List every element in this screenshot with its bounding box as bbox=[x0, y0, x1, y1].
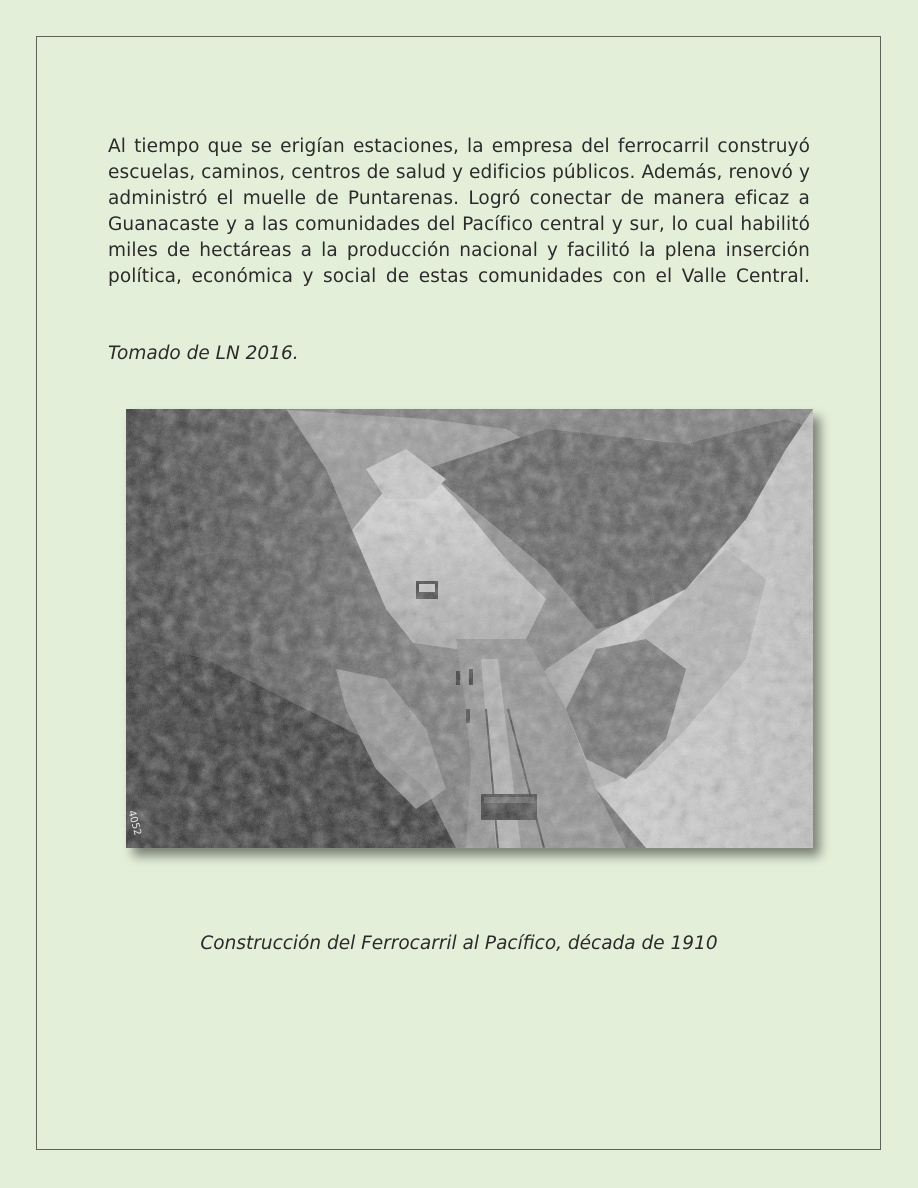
body-paragraph: Al tiempo que se erigían estaciones, la empresa del ferrocarril construyó escuelas, caminos, centros de salud y edificios públicos. Además, renovó y administró el muelle de Puntarenas. Logró conectar de manera eficaz a Guanacaste y a las comunidades del Pacífico central y sur, lo cual habilitó miles de hectáreas a la producción nacional y facilitó la plena inserción política, económica y social de estas comunidades con el Valle Central. bbox=[108, 136, 810, 287]
negative-number-label: 4052 bbox=[126, 809, 143, 837]
source-citation: Tomado de LN 2016. bbox=[108, 343, 299, 364]
photo-caption: Construcción del Ferrocarril al Pacífico, década de 1910 bbox=[200, 933, 718, 954]
historical-photo bbox=[126, 409, 813, 848]
railway-cut-photo-illustration bbox=[126, 409, 813, 848]
